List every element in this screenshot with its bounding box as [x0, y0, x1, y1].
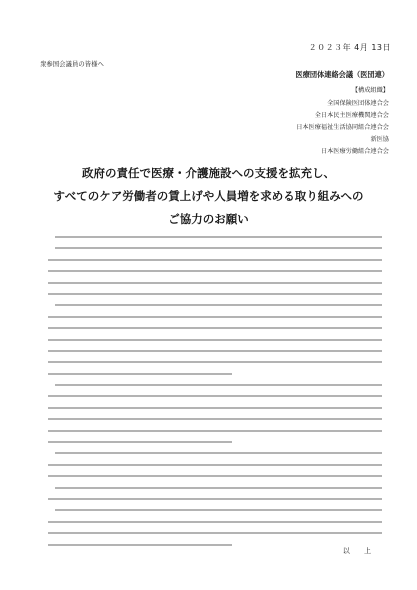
body-text-line — [48, 350, 382, 352]
member-organization: 新医協 — [370, 135, 389, 143]
body-text-line — [55, 304, 382, 306]
title-line: すべてのケア労働者の賃上げや人員増を求める取り組みへの — [53, 189, 364, 203]
member-organization: 全国保険医団体連合会 — [327, 99, 389, 107]
letter-date: ２０２３年 4月 13日 — [308, 43, 391, 52]
composition-label: 【構成組織】 — [351, 87, 389, 94]
body-text-line — [55, 247, 382, 249]
body-text-line — [48, 544, 232, 546]
organization-title: 医療団体連絡会議（医団連） — [295, 70, 389, 79]
body-text-line — [48, 373, 232, 375]
body-text-line — [55, 384, 382, 386]
organization-members — [296, 85, 389, 157]
body-text-line — [48, 395, 382, 397]
member-organization: 日本医療福祉生活協同組合連合会 — [296, 123, 389, 131]
member-organization: 全日本民主医療機関連合会 — [314, 111, 389, 119]
addressee: 衆参国会議員の皆様へ — [40, 60, 104, 68]
body-text-line — [55, 452, 382, 454]
body-text-line — [48, 464, 382, 466]
closing-mark: 以 上 — [342, 547, 377, 555]
body-text-line — [48, 270, 382, 272]
body-text-line — [48, 498, 382, 500]
letter-body — [48, 236, 382, 555]
body-text-line — [48, 475, 382, 477]
body-text-line — [55, 236, 382, 238]
body-text-line — [48, 316, 382, 318]
body-text-line — [48, 532, 382, 534]
body-text-line — [48, 361, 382, 363]
body-text-line — [48, 293, 382, 295]
title-line: ご協力のお願い — [168, 212, 249, 226]
title-line: 政府の責任で医療・介護施設への支援を拡充し、 — [82, 166, 335, 180]
body-text-line — [48, 441, 232, 443]
body-text-line — [55, 487, 382, 489]
letter-title — [0, 162, 417, 231]
body-text-line — [48, 407, 382, 409]
member-organization: 日本医療労働組合連合会 — [320, 147, 389, 155]
body-text-line — [48, 282, 382, 284]
body-text-line — [48, 327, 382, 329]
body-text-line — [55, 509, 382, 511]
body-text-line — [48, 259, 382, 261]
body-text-line — [48, 418, 382, 420]
body-text-line — [48, 430, 382, 432]
body-text-line — [48, 339, 382, 341]
body-text-line — [48, 521, 382, 523]
